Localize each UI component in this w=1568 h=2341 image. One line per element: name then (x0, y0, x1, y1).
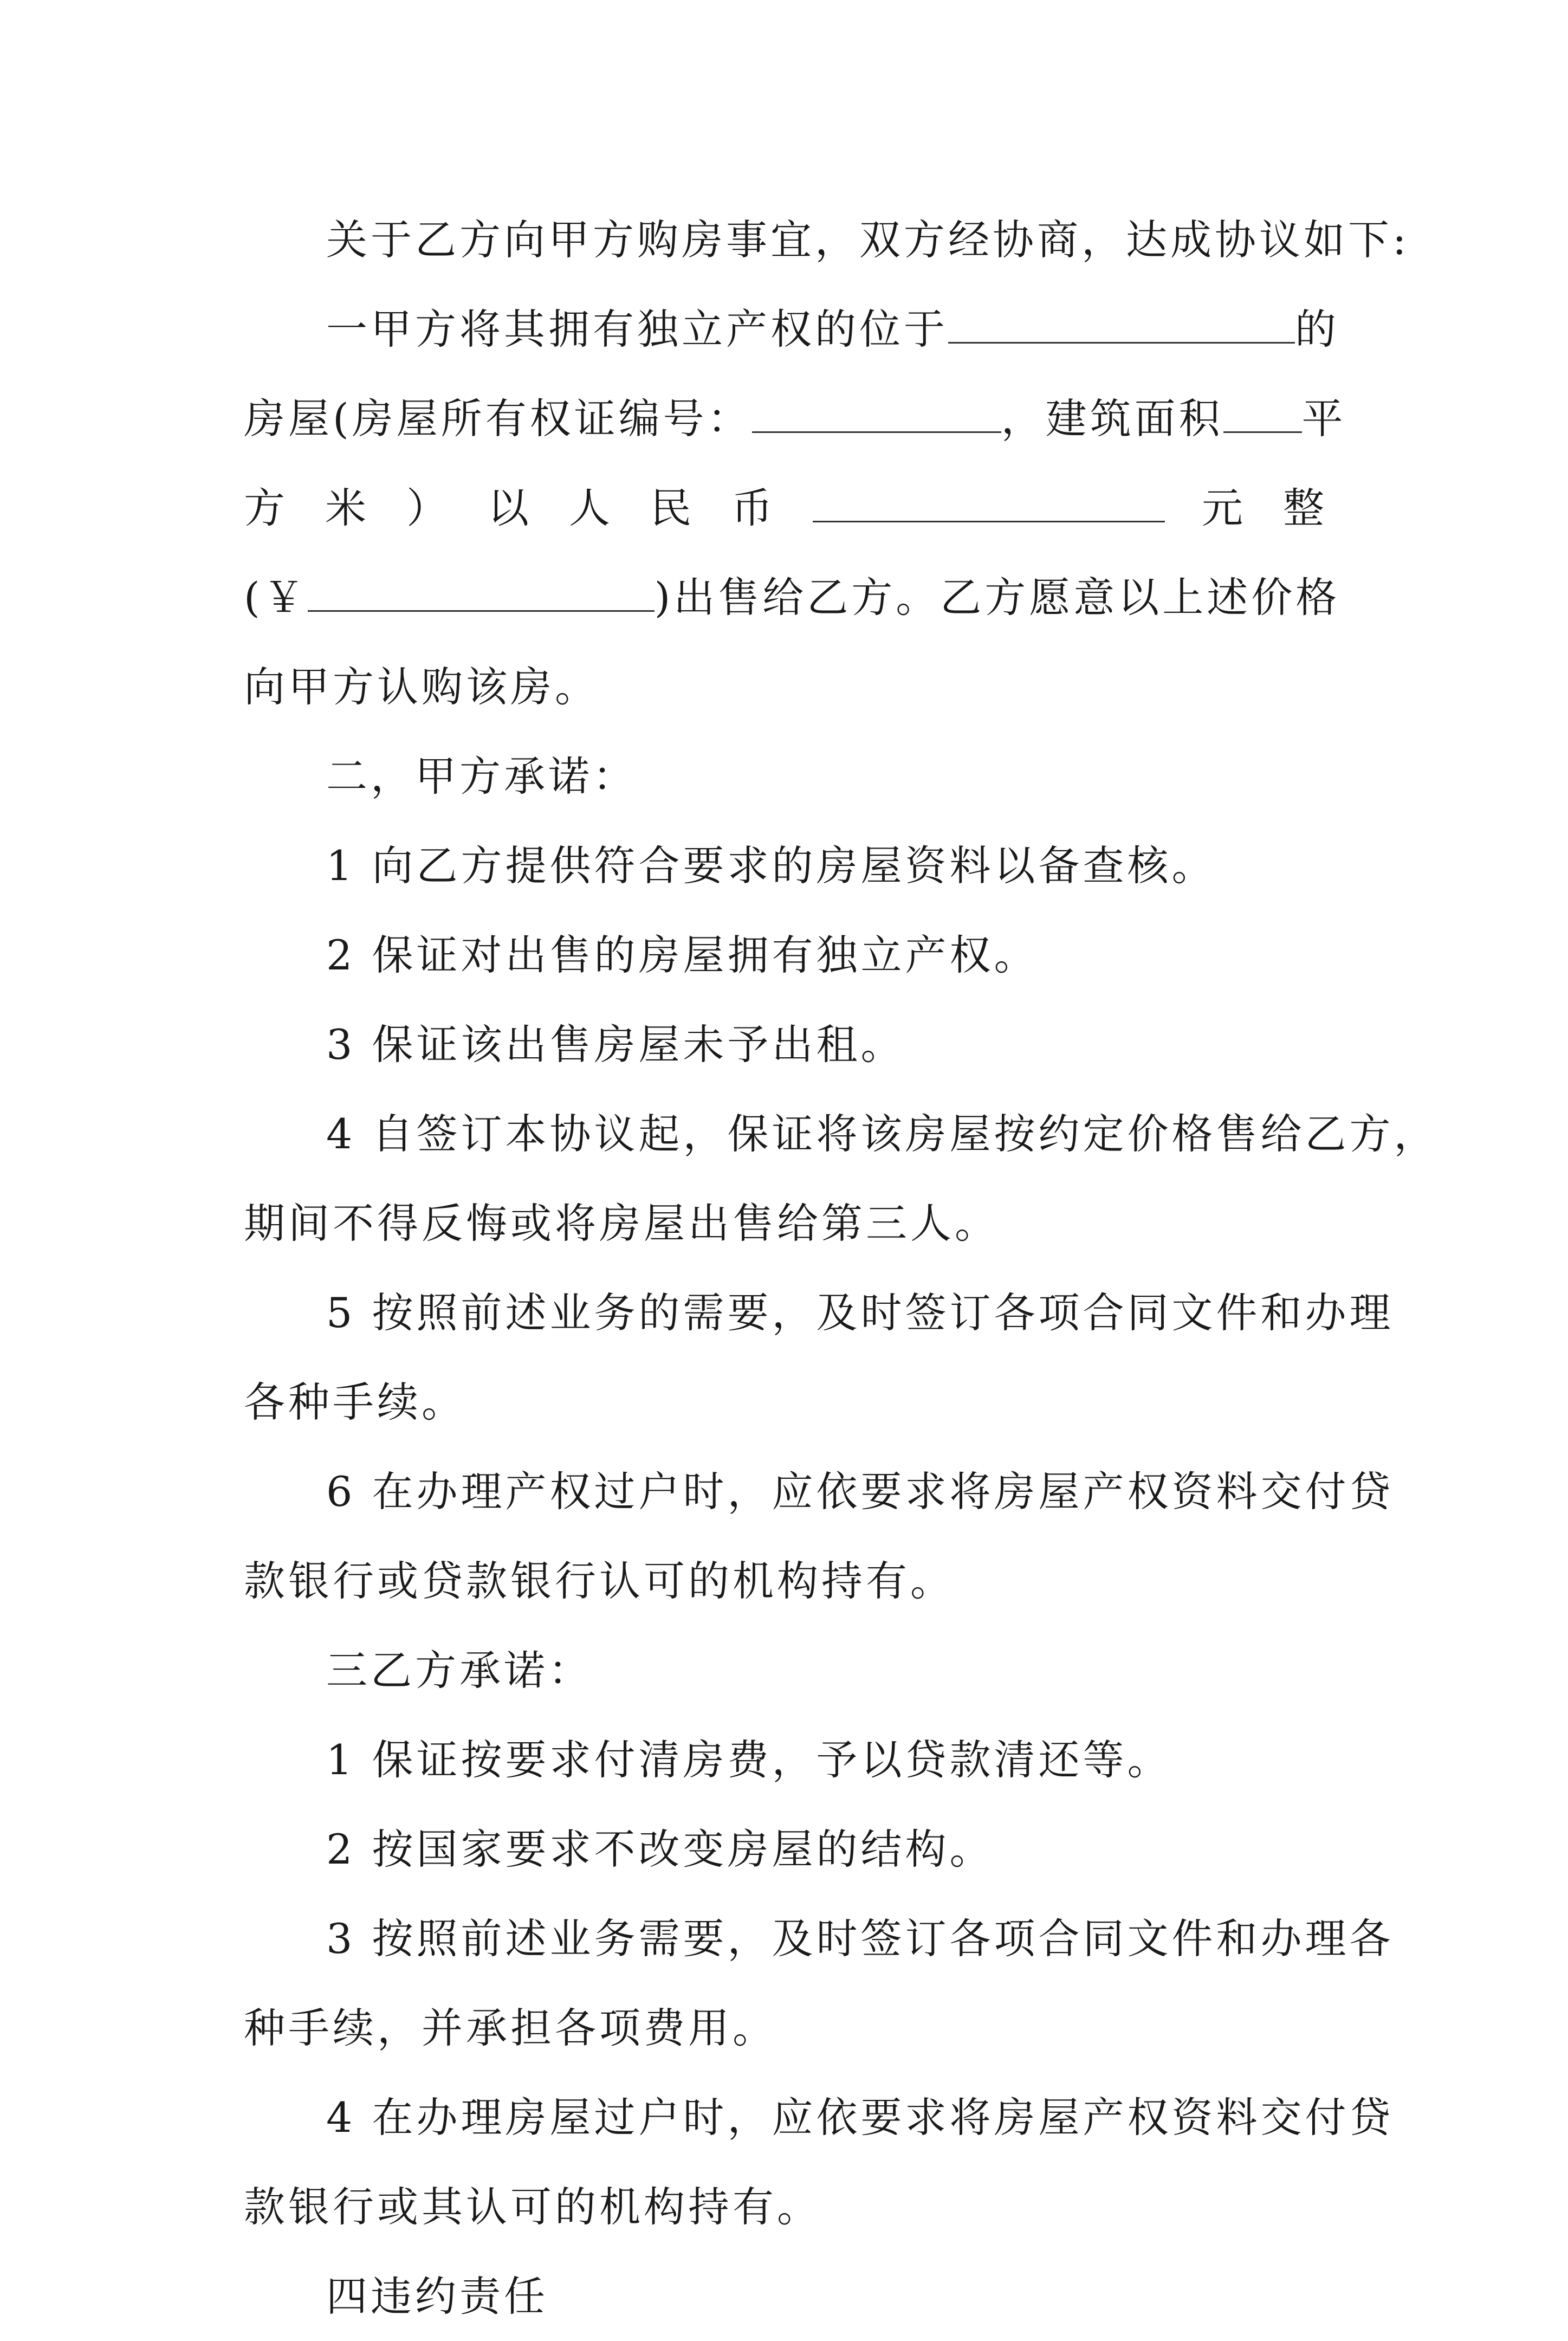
section3-item-2: 2 按国家要求不改变房屋的结构。 (326, 1825, 994, 1873)
clause1-char: 以 (488, 484, 532, 532)
area-blank (1223, 393, 1302, 433)
section2-item-5-line2: 各种手续。 (244, 1378, 466, 1426)
clause1-char: 人 (569, 484, 613, 532)
clause1-text: 平 (1301, 395, 1346, 443)
clause1-char: 币 (731, 484, 776, 532)
clause1-char: 民 (650, 484, 695, 532)
clause1-char: 整 (1283, 484, 1327, 532)
document-body (244, 195, 1439, 2341)
clause1-line5: 向甲方认购该房。 (244, 663, 599, 711)
clause1-line2 (244, 374, 1346, 463)
clause1-text: ，建筑面积 (1001, 395, 1223, 443)
price-words-blank (813, 483, 1165, 522)
section3-item-4-line2: 款银行或其认可的机构持有。 (244, 2183, 821, 2231)
section2-item-6-line2: 款银行或贷款银行认可的机构持有。 (244, 1557, 955, 1605)
clause1-line4 (244, 553, 1340, 642)
section2-item-4-line2: 期间不得反悔或将房屋出售给第三人。 (244, 1199, 999, 1247)
section2-item-6-line1: 6 在办理产权过户时，应依要求将房屋产权资料交付贷 (326, 1467, 1394, 1516)
clause1-line3 (244, 463, 1327, 553)
clause1-text: 的 (1295, 305, 1339, 353)
section2-title: 二，甲方承诺： (326, 752, 637, 800)
clause1-text: )出售给乙方。乙方愿意以上述价格 (654, 573, 1340, 622)
clause1-char: 米 (325, 484, 370, 532)
clause1-line1 (244, 284, 1339, 374)
section2-item-2: 2 保证对出售的房屋拥有独立产权。 (326, 931, 1039, 979)
section4-title: 四违约责任 (326, 2272, 548, 2320)
clause1-text: 房屋(房屋所有权证编号： (244, 395, 752, 443)
section2-item-3: 3 保证该出售房屋未予出租。 (326, 1020, 905, 1069)
intro-paragraph: 关于乙方向甲方购房事宜，双方经协商，达成协议如下: (326, 216, 1410, 264)
certificate-number-blank (752, 393, 1001, 433)
clause1-char: ） (406, 484, 451, 532)
price-number-blank (308, 572, 655, 612)
section2-item-1: 1 向乙方提供符合要求的房屋资料以备查核。 (326, 842, 1216, 890)
section3-item-3-line2: 种手续，并承担各项费用。 (244, 2004, 777, 2052)
clause1-text: 一甲方将其拥有独立产权的位于 (326, 305, 948, 353)
clause1-text: (￥ (244, 573, 308, 622)
section3-item-4-line1: 4 在办理房屋过户时，应依要求将房屋产权资料交付贷 (326, 2093, 1394, 2142)
clause1-char: 方 (244, 484, 288, 532)
location-blank (948, 304, 1295, 344)
section2-item-5-line1: 5 按照前述业务的需要，及时签订各项合同文件和办理 (326, 1289, 1394, 1337)
clause1-char: 元 (1202, 484, 1246, 532)
section3-item-1: 1 保证按要求付清房费，予以贷款清还等。 (326, 1736, 1172, 1784)
section3-item-3-line1: 3 按照前述业务需要，及时签订各项合同文件和办理各 (326, 1915, 1394, 1963)
section2-item-4-line1: 4 自签订本协议起，保证将该房屋按约定价格售给乙方， (326, 1110, 1439, 1158)
section3-title: 三乙方承诺： (326, 1646, 593, 1695)
